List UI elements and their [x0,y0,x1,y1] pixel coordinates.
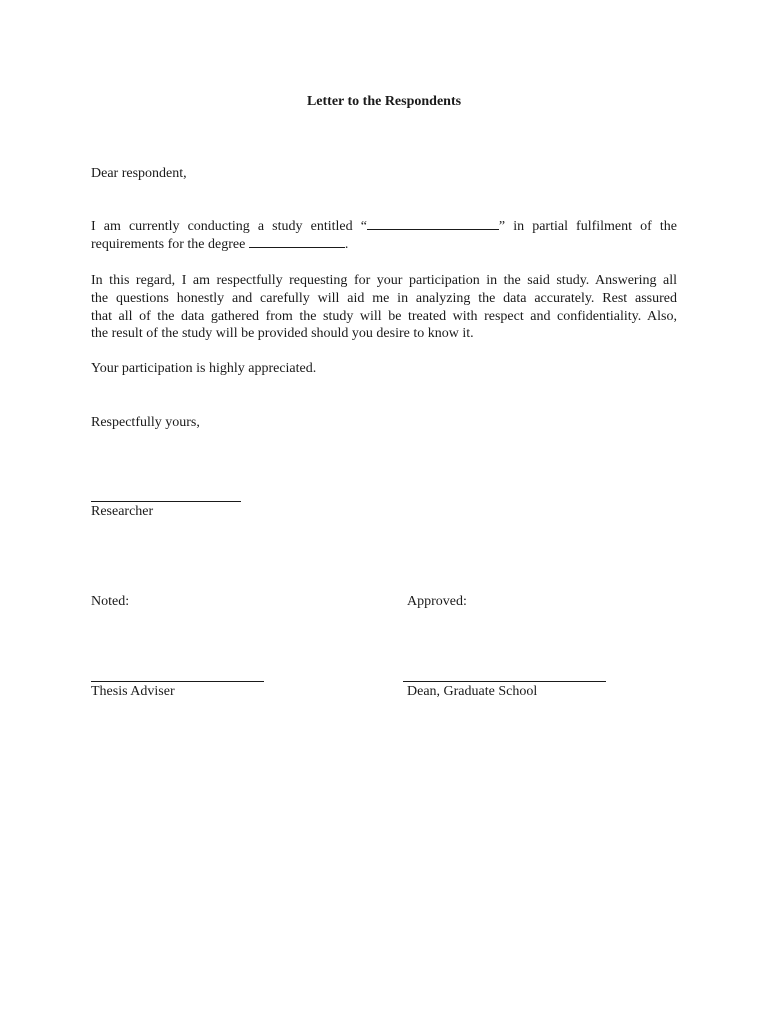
request-line2: the questions honestly and carefully will aid me in analyzing the data accurately. Rest assured [91,291,677,306]
appreciation-line: Your participation is highly appreciated. [91,361,317,376]
request-line4: the result of the study will be provided should you desire to know it. [91,326,474,341]
closing: Respectfully yours, [91,415,200,430]
study-intro-line2 [91,236,348,253]
noted-label: Noted: [91,594,130,609]
study-intro-line1 [91,218,677,236]
researcher-signature-line [91,501,241,502]
researcher-label: Researcher [91,504,154,519]
salutation: Dear respondent, [91,166,187,181]
letter-title: Letter to the Respondents [306,94,462,109]
dean-label: Dean, Graduate School [407,684,538,699]
request-line3: that all of the data gathered from the study will be treated with respect and confidentiality. Also, [91,309,677,324]
dean-signature-line [403,681,606,682]
adviser-label: Thesis Adviser [91,684,175,699]
degree-prefix: requirements for the degree [91,237,249,252]
approved-label: Approved: [407,594,467,609]
degree-suffix: . [344,237,349,252]
study-intro-prefix: I am currently conducting a study entitled “ [91,219,367,234]
study-intro-suffix: ” in partial fulfilment of the [498,219,677,234]
degree-blank [249,236,345,248]
study-title-blank [367,218,499,230]
adviser-signature-line [91,681,264,682]
request-line1: In this regard, I am respectfully requesting for your participation in the said study. Answering all [91,273,677,288]
